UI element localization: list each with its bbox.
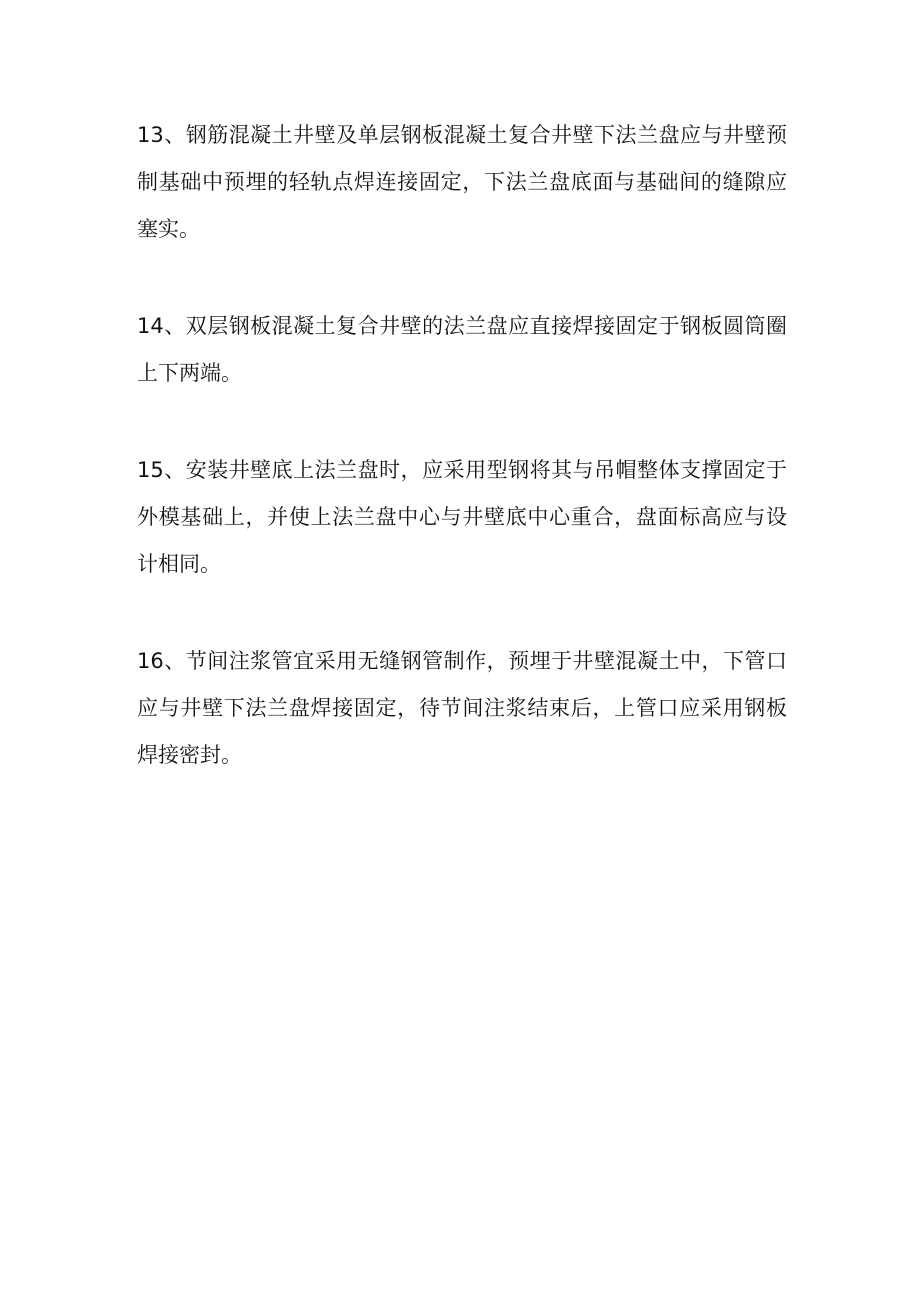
paragraph-13: 13、钢筋混凝土井壁及单层钢板混凝土复合井壁下法兰盘应与井壁预制基础中预埋的轻轨点焊连接固定，下法兰盘底面与基础间的缝隙应塞实。 [137,123,787,241]
paragraph-16: 16、节间注浆管宜采用无缝钢管制作，预埋于井壁混凝土中，下管口应与井壁下法兰盘焊接固定，待节间注浆结束后，上管口应采用钢板焊接密封。 [137,649,787,767]
document-body [137,112,787,779]
paragraph-14: 14、双层钢板混凝土复合井壁的法兰盘应直接焊接固定于钢板圆筒圈上下两端。 [137,314,787,385]
paragraph-15: 15、安装井壁底上法兰盘时，应采用型钢将其与吊帽整体支撑固定于外模基础上，并使上法兰盘中心与井壁底中心重合，盘面标高应与设计相同。 [137,458,787,576]
